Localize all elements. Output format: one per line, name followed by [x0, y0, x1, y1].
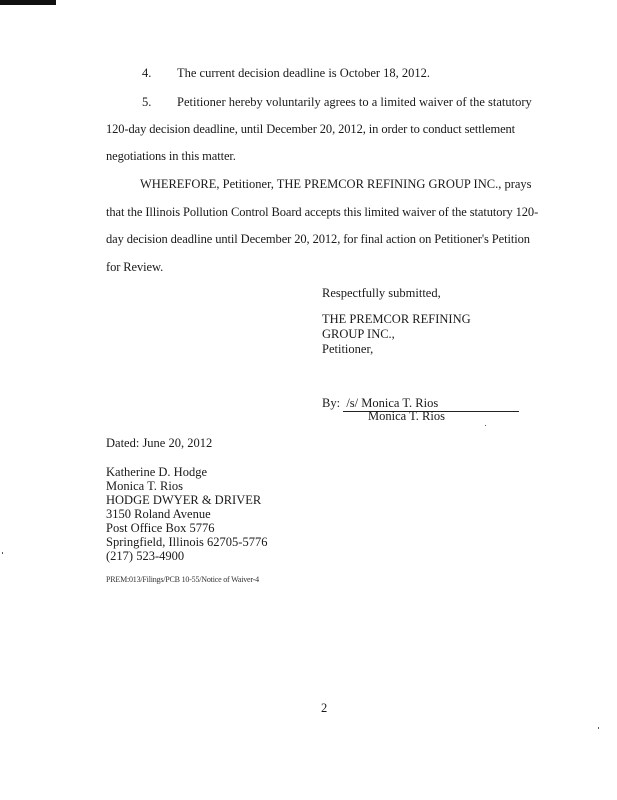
wherefore-line-3: day decision deadline until December 20, 2012, for final action on Petitioner's Petition	[106, 232, 530, 246]
item-5-line-3: negotiations in this matter.	[106, 149, 236, 163]
firm-phone: (217) 523-4900	[106, 549, 185, 563]
scan-speck	[485, 425, 486, 426]
item-5-line-2: 120-day decision deadline, until December 20, 2012, in order to conduct settlement	[106, 122, 516, 136]
signature-text: /s/ Monica T. Rios	[346, 396, 439, 410]
firm-name: HODGE DWYER & DRIVER	[106, 493, 262, 507]
wherefore-line-1: WHEREFORE, Petitioner, THE PREMCOR REFINING GROUP INC., prays	[140, 177, 532, 191]
scan-speck	[2, 552, 3, 554]
item-5-line-1: Petitioner hereby voluntarily agrees to a limited waiver of the statutory	[177, 95, 532, 109]
page-number: 2	[321, 701, 328, 715]
firm-po-box: Post Office Box 5776	[106, 521, 215, 535]
firm-city: Springfield, Illinois 62705-5776	[106, 535, 268, 549]
scan-corner-mark	[0, 0, 56, 5]
party-name-line-1: THE PREMCOR REFINING	[322, 312, 471, 326]
dated-line: Dated: June 20, 2012	[106, 436, 213, 450]
wherefore-line-4: for Review.	[106, 260, 164, 274]
file-code: PREM:013/Filings/PCB 10-55/Notice of Waiver-4	[106, 575, 259, 584]
wherefore-line-2: that the Illinois Pollution Control Board accepts this limited waiver of the statutory 120-	[106, 205, 539, 219]
party-role: Petitioner,	[322, 342, 374, 356]
item-4-text: The current decision deadline is October 18, 2012.	[177, 66, 431, 80]
item-4-number: 4.	[142, 66, 152, 80]
firm-street: 3150 Roland Avenue	[106, 507, 211, 521]
by-label: By:	[322, 396, 341, 410]
party-name-line-2: GROUP INC.,	[322, 327, 395, 341]
counsel-name-2: Monica T. Rios	[106, 479, 183, 493]
counsel-name-1: Katherine D. Hodge	[106, 465, 208, 479]
signer-name: Monica T. Rios	[368, 409, 445, 423]
item-5-number: 5.	[142, 95, 152, 109]
salutation: Respectfully submitted,	[322, 286, 441, 300]
scan-speck	[598, 727, 599, 729]
